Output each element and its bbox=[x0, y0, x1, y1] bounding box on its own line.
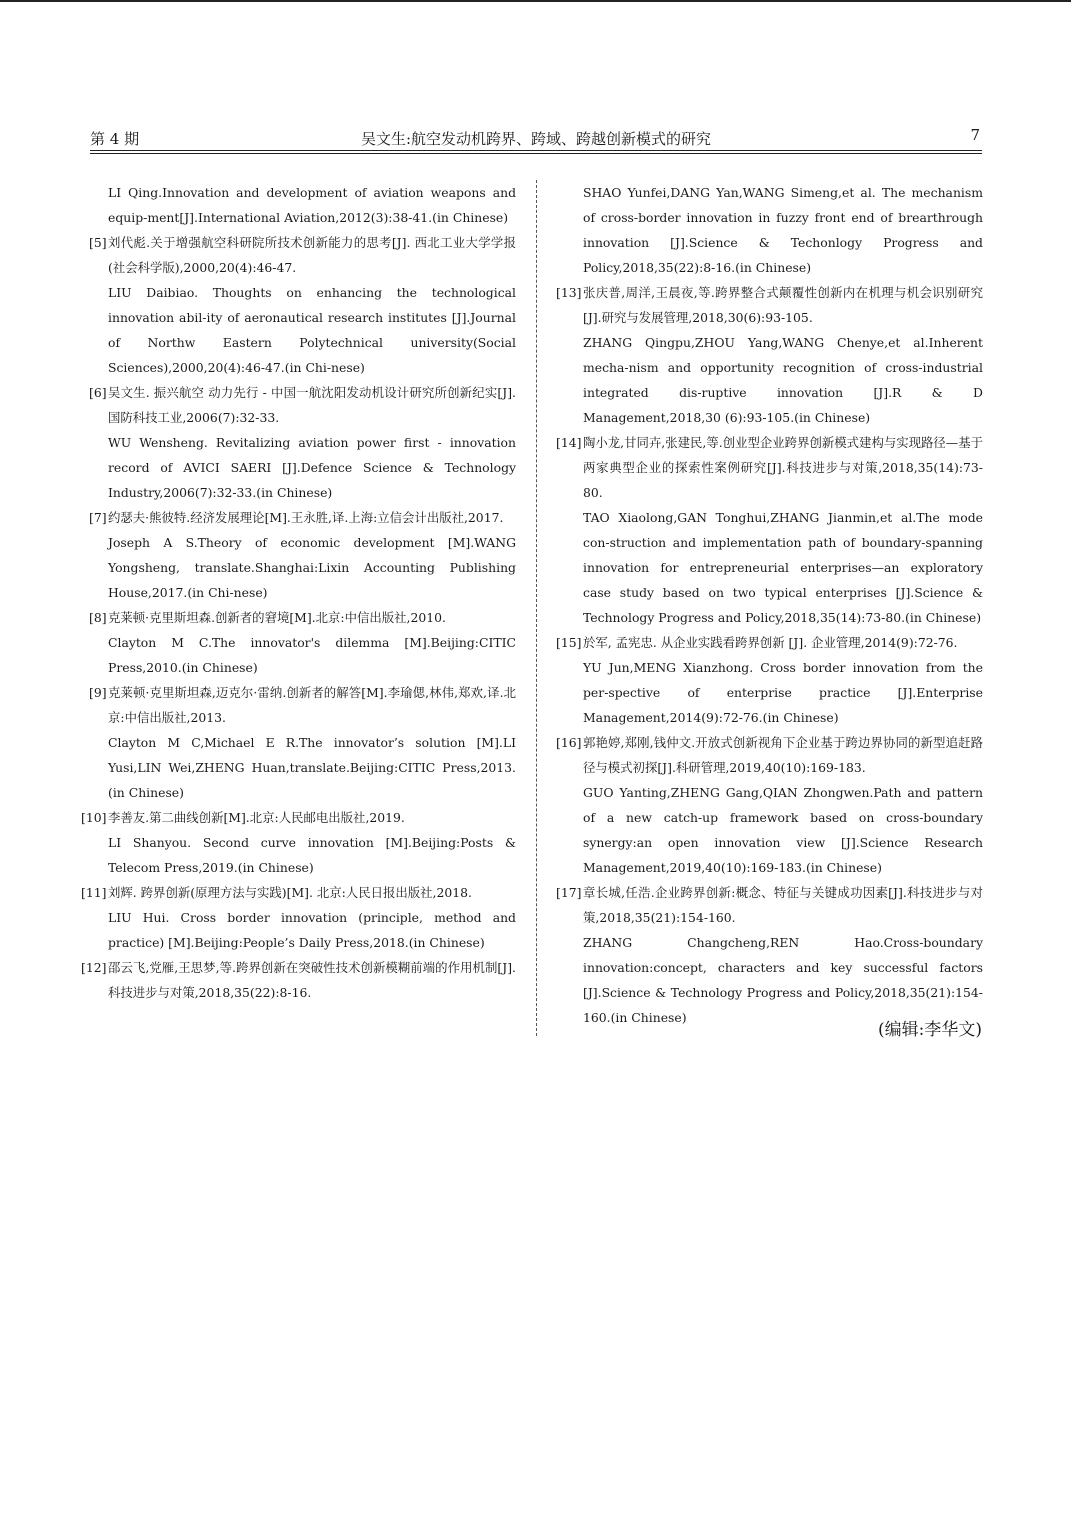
reference-number: [11] bbox=[81, 885, 107, 900]
reference-en-text: WU Wensheng. Revitalizing aviation power first - innovation record of AVICI SAERI [J].Defence Science & Technology Industry,2006(7):32-33.(in Chinese) bbox=[108, 435, 516, 500]
column-divider bbox=[536, 180, 537, 1036]
reference-number: [9] bbox=[89, 685, 107, 700]
reference-en-text: GUO Yanting,ZHENG Gang,QIAN Zhongwen.Path and pattern of a new catch-up framework based on cross-boundary synergy:an open innovation view [J].Science Research Management,2019,40(10):169-183.(in Chinese) bbox=[583, 785, 983, 875]
reference-en-text: TAO Xiaolong,GAN Tonghui,ZHANG Jianmin,et al.The mode con-struction and implementation path of boundary-spanning innovation for entrepreneurial enterprises—an exploratory case study based on two typical enterprises [J].Science & Technology Progress and Policy,2018,35(14):73-80.(in Chinese) bbox=[583, 510, 983, 625]
reference-entry bbox=[556, 430, 983, 630]
reference-en-text: Clayton M C.The innovator's dilemma [M].Beijing:CITIC Press,2010.(in Chinese) bbox=[108, 635, 516, 675]
reference-entry bbox=[556, 880, 983, 1030]
reference-number: [16] bbox=[556, 735, 582, 750]
issue-label: 第 4 期 bbox=[90, 130, 140, 148]
reference-zh-text bbox=[89, 230, 516, 280]
article-running-title: 吴文生:航空发动机跨界、跨域、跨越创新模式的研究 bbox=[360, 130, 712, 148]
reference-entry bbox=[556, 280, 983, 430]
reference-entry bbox=[89, 505, 516, 605]
reference-zh-content: 於军, 孟宪忠. 从企业实践看跨界创新 [J]. 企业管理,2014(9):72-76. bbox=[583, 635, 958, 650]
reference-en-text: YU Jun,MENG Xianzhong. Cross border innovation from the per-spective of enterprise practice [J].Enterprise Management,2014(9):72-76.(in Chinese) bbox=[583, 660, 983, 725]
reference-en-text: LIU Hui. Cross border innovation (principle, method and practice) [M].Beijing:People’s Daily Press,2018.(in Chinese) bbox=[108, 910, 516, 950]
reference-number: [6] bbox=[89, 385, 107, 400]
reference-zh-text bbox=[81, 955, 516, 1005]
references-left-column bbox=[81, 180, 516, 1005]
references-right-column bbox=[556, 180, 983, 1030]
reference-number: [14] bbox=[556, 435, 582, 450]
page-number: 7 bbox=[970, 126, 980, 144]
reference-zh-content: 李善友.第二曲线创新[M].北京:人民邮电出版社,2019. bbox=[108, 810, 405, 825]
reference-entry bbox=[583, 180, 983, 280]
reference-zh-text bbox=[556, 280, 983, 330]
reference-entry bbox=[556, 730, 983, 880]
reference-number: [15] bbox=[556, 635, 582, 650]
reference-zh-content: 邵云飞,党雁,王思梦,等.跨界创新在突破性技术创新模糊前端的作用机制[J].科技进步与对策,2018,35(22):8-16. bbox=[108, 960, 516, 1000]
reference-en-text: ZHANG Qingpu,ZHOU Yang,WANG Chenye,et al.Inherent mecha-nism and opportunity recognition of cross-industrial integrated dis-ruptive innovation [J].R & D Management,2018,30 (6):93-105.(in Chinese) bbox=[583, 335, 983, 425]
reference-zh-text bbox=[556, 630, 983, 655]
reference-zh-text bbox=[89, 505, 516, 530]
reference-zh-text bbox=[89, 605, 516, 630]
reference-zh-content: 张庆普,周洋,王晨夜,等.跨界整合式颠覆性创新内在机理与机会识别研究[J].研究与发展管理,2018,30(6):93-105. bbox=[583, 285, 983, 325]
top-border-rule bbox=[0, 0, 1071, 2]
reference-en-text: ZHANG Changcheng,REN Hao.Cross-boundary innovation:concept, characters and key successful factors [J].Science & Technology Progress and Policy,2018,35(21):154-160.(in Chinese) bbox=[583, 935, 983, 1025]
reference-zh-text bbox=[556, 880, 983, 930]
reference-en-text: SHAO Yunfei,DANG Yan,WANG Simeng,et al. The mechanism of cross-border innovation in fuzzy front end of brearthrough innovation [J].Science & Techonlogy Progress and Policy,2018,35(22):8-16.(in Chinese) bbox=[583, 185, 983, 275]
reference-en-text: LI Qing.Innovation and development of aviation weapons and equip-ment[J].International Aviation,2012(3):38-41.(in Chinese) bbox=[108, 185, 516, 225]
reference-zh-content: 章长城,任浩.企业跨界创新:概念、特征与关键成功因素[J].科技进步与对策,2018,35(21):154-160. bbox=[583, 885, 983, 925]
reference-zh-content: 郭艳婷,郑刚,钱仲文.开放式创新视角下企业基于跨边界协同的新型追赶路径与模式初探[J].科研管理,2019,40(10):169-183. bbox=[583, 735, 983, 775]
reference-zh-text bbox=[89, 380, 516, 430]
reference-en-text: Joseph A S.Theory of economic development [M].WANG Yongsheng, translate.Shanghai:Lixin Accounting Publishing House,2017.(in Chi-nese) bbox=[108, 535, 516, 600]
reference-en-text: LI Shanyou. Second curve innovation [M].Beijing:Posts & Telecom Press,2019.(in Chinese) bbox=[108, 835, 516, 875]
editor-note: (编辑:李华文) bbox=[878, 1020, 982, 1040]
reference-entry bbox=[108, 180, 516, 230]
reference-en-text: Clayton M C,Michael E R.The innovator’s solution [M].LI Yusi,LIN Wei,ZHENG Huan,translate.Beijing:CITIC Press,2013.(in Chinese) bbox=[108, 735, 516, 800]
reference-entry bbox=[81, 805, 516, 880]
reference-number: [10] bbox=[81, 810, 107, 825]
reference-zh-text bbox=[81, 805, 516, 830]
reference-entry bbox=[81, 955, 516, 1005]
header-rule-top bbox=[90, 150, 982, 151]
reference-number: [12] bbox=[81, 960, 107, 975]
reference-entry bbox=[81, 880, 516, 955]
reference-zh-content: 约瑟夫·熊彼特.经济发展理论[M].王永胜,译.上海:立信会计出版社,2017. bbox=[108, 510, 504, 525]
reference-zh-content: 刘辉. 跨界创新(原理方法与实践)[M]. 北京:人民日报出版社,2018. bbox=[108, 885, 472, 900]
reference-number: [17] bbox=[556, 885, 582, 900]
reference-zh-text bbox=[556, 730, 983, 780]
reference-number: [8] bbox=[89, 610, 107, 625]
reference-zh-content: 刘代彪.关于增强航空科研院所技术创新能力的思考[J]. 西北工业大学学报(社会科学版),2000,20(4):46-47. bbox=[108, 235, 516, 275]
reference-en-text: LIU Daibiao. Thoughts on enhancing the technological innovation abil-ity of aeronautical research institutes [J].Journal of Northw Eastern Polytechnical university(Social Sciences),2000,20(4):46-47.(in Chi-nese) bbox=[108, 285, 516, 375]
reference-zh-content: 陶小龙,甘同卉,张建民,等.创业型企业跨界创新模式建构与实现路径—基于两家典型企业的探索性案例研究[J].科技进步与对策,2018,35(14):73-80. bbox=[583, 435, 983, 500]
reference-entry bbox=[556, 630, 983, 730]
reference-entry bbox=[89, 680, 516, 805]
reference-entry bbox=[89, 230, 516, 380]
reference-zh-content: 吴文生. 振兴航空 动力先行 - 中国一航沈阳发动机设计研究所创新纪实[J].国防科技工业,2006(7):32-33. bbox=[108, 385, 516, 425]
reference-zh-content: 克莱顿·克里斯坦森,迈克尔·雷纳.创新者的解答[M].李瑜偲,林伟,郑欢,译.北京:中信出版社,2013. bbox=[108, 685, 516, 725]
reference-zh-text bbox=[556, 430, 983, 505]
reference-entry bbox=[89, 605, 516, 680]
reference-number: [5] bbox=[89, 235, 107, 250]
header-rule-bottom bbox=[90, 153, 982, 154]
reference-zh-content: 克莱顿·克里斯坦森.创新者的窘境[M].北京:中信出版社,2010. bbox=[108, 610, 446, 625]
reference-zh-text bbox=[89, 680, 516, 730]
reference-entry bbox=[89, 380, 516, 505]
reference-zh-text bbox=[81, 880, 516, 905]
reference-number: [7] bbox=[89, 510, 107, 525]
reference-number: [13] bbox=[556, 285, 582, 300]
running-header bbox=[90, 124, 982, 152]
